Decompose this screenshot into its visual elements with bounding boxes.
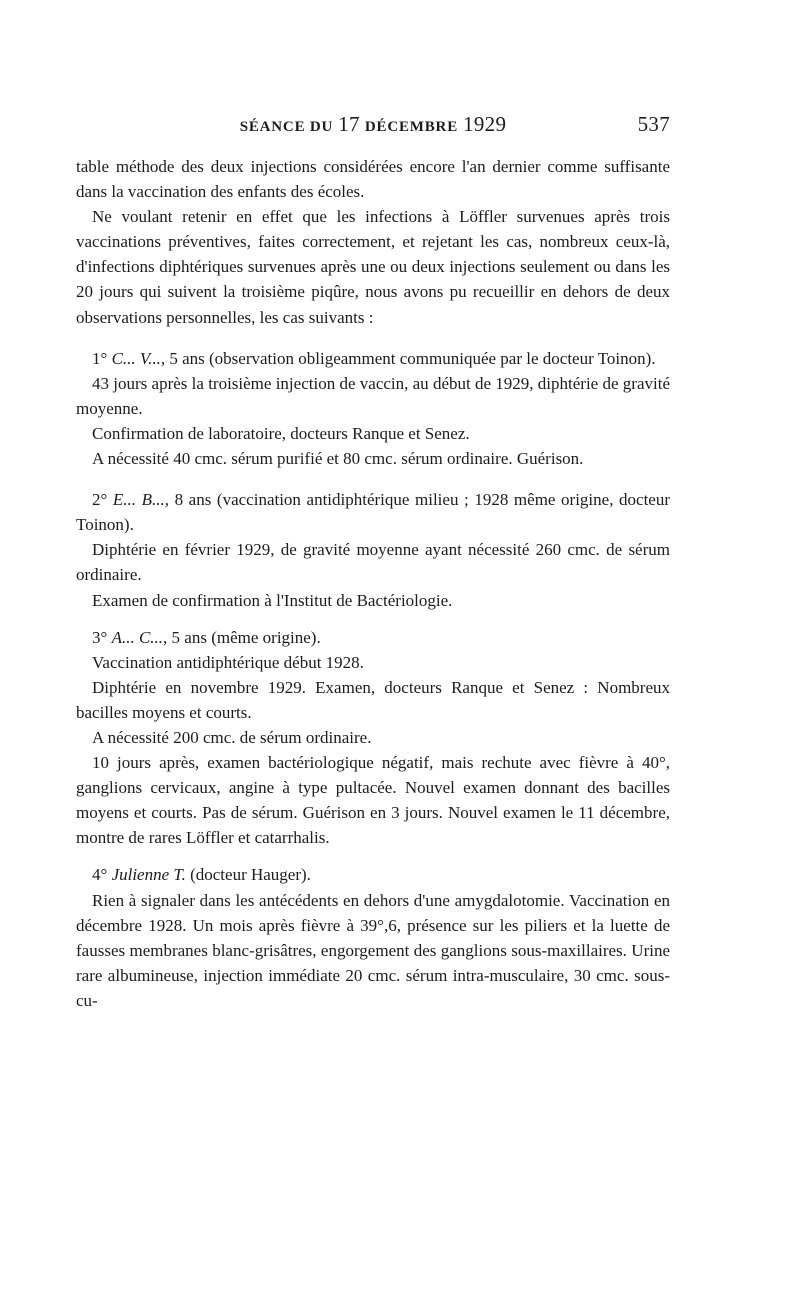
header-year: 1929 bbox=[463, 112, 507, 136]
case-3-details: 5 ans (même origine). bbox=[167, 627, 321, 647]
case-3-paragraph-3: Diphtérie en novembre 1929. Examen, docteurs Ranque et Senez : Nombreux bacilles moyens et courts. bbox=[76, 677, 670, 722]
case-2-paragraph-3: Examen de confirmation à l'Institut de Bactériologie. bbox=[92, 590, 453, 610]
case-4-paragraph-2: Rien à signaler dans les antécédents en dehors d'une amygdalotomie. Vaccination en décembre 1928. Un mois après fièvre à 39°,6, présence sur les piliers et la luette de fausses membranes blanc-grisâtres, engorgement des ganglions sous-maxillaires. Urine rare albumineuse, injection immédiate 20 cmc. sérum intra-musculaire, 30 cmc. sous-cu- bbox=[76, 890, 670, 1010]
case-3-name: A... C..., bbox=[111, 627, 168, 647]
case-1-heading bbox=[76, 346, 670, 371]
body-text bbox=[76, 154, 670, 1013]
case-4-details: (docteur Hauger). bbox=[185, 865, 311, 885]
case-4-heading bbox=[76, 862, 670, 887]
running-title bbox=[76, 112, 670, 137]
case-1-paragraph-3: Confirmation de laboratoire, docteurs Ranque et Senez. bbox=[92, 423, 470, 443]
header-seance: SÉANCE DU bbox=[239, 119, 334, 135]
case-3-paragraph-5: 10 jours après, examen bactériologique négatif, mais rechute avec fièvre à 40°, ganglions cervicaux, angine à type pultacée. Nouvel examen donnant des bacilles moyens et courts. Pas de sérum. Guérison en 3 jours. Nouvel examen le 11 décembre, montre de rares Löffler et catarrhalis. bbox=[76, 753, 670, 848]
running-head bbox=[76, 112, 670, 142]
case-1-name: C... V..., bbox=[111, 348, 166, 368]
case-2-details: 8 ans (vaccination antidiphtérique milieu ; 1928 même origine, docteur Toinon). bbox=[76, 490, 670, 535]
case-2-number: 2° bbox=[92, 490, 108, 510]
page-number: 537 bbox=[637, 112, 670, 136]
case-2-name: E... B..., bbox=[112, 490, 170, 510]
case-4-name: Julienne T. bbox=[111, 865, 186, 885]
case-3-paragraph-2: Vaccination antidiphtérique début 1928. bbox=[92, 652, 364, 672]
header-month: DÉCEMBRE bbox=[364, 119, 458, 135]
case-1-number: 1° bbox=[92, 348, 108, 368]
header-day: 17 bbox=[338, 112, 360, 136]
case-1-paragraph-2: 43 jours après la troisième injection de vaccin, au début de 1929, diphtérie de gravité moyenne. bbox=[76, 373, 670, 418]
case-2-heading bbox=[76, 487, 670, 537]
case-3-paragraph-4: A nécessité 200 cmc. de sérum ordinaire. bbox=[92, 727, 372, 747]
intro-paragraph-1: table méthode des deux injections considérées encore l'an dernier comme suffisante dans la vaccination des enfants des écoles. bbox=[76, 157, 670, 202]
case-3-number: 3° bbox=[92, 627, 108, 647]
intro-paragraph-2: Ne voulant retenir en effet que les infections à Löffler survenues après trois vaccinations préventives, faites correctement, et rejetant les cas, nombreux ceux-là, d'infections diphtériques survenues après une ou deux injections seulement ou dans les 20 jours qui suivent la troisième piqûre, nous avons pu recueillir en dehors de deux observations personnelles, les cas suivants : bbox=[76, 207, 670, 327]
case-1-details: 5 ans (observation obligeamment communiquée par le docteur Toinon). bbox=[165, 348, 656, 368]
case-2-paragraph-2: Diphtérie en février 1929, de gravité moyenne ayant nécessité 260 cmc. de sérum ordinaire. bbox=[76, 540, 670, 585]
case-1-paragraph-4: A nécessité 40 cmc. sérum purifié et 80 cmc. sérum ordinaire. Guérison. bbox=[92, 449, 584, 469]
case-3-heading bbox=[76, 625, 670, 650]
case-4-number: 4° bbox=[92, 865, 108, 885]
